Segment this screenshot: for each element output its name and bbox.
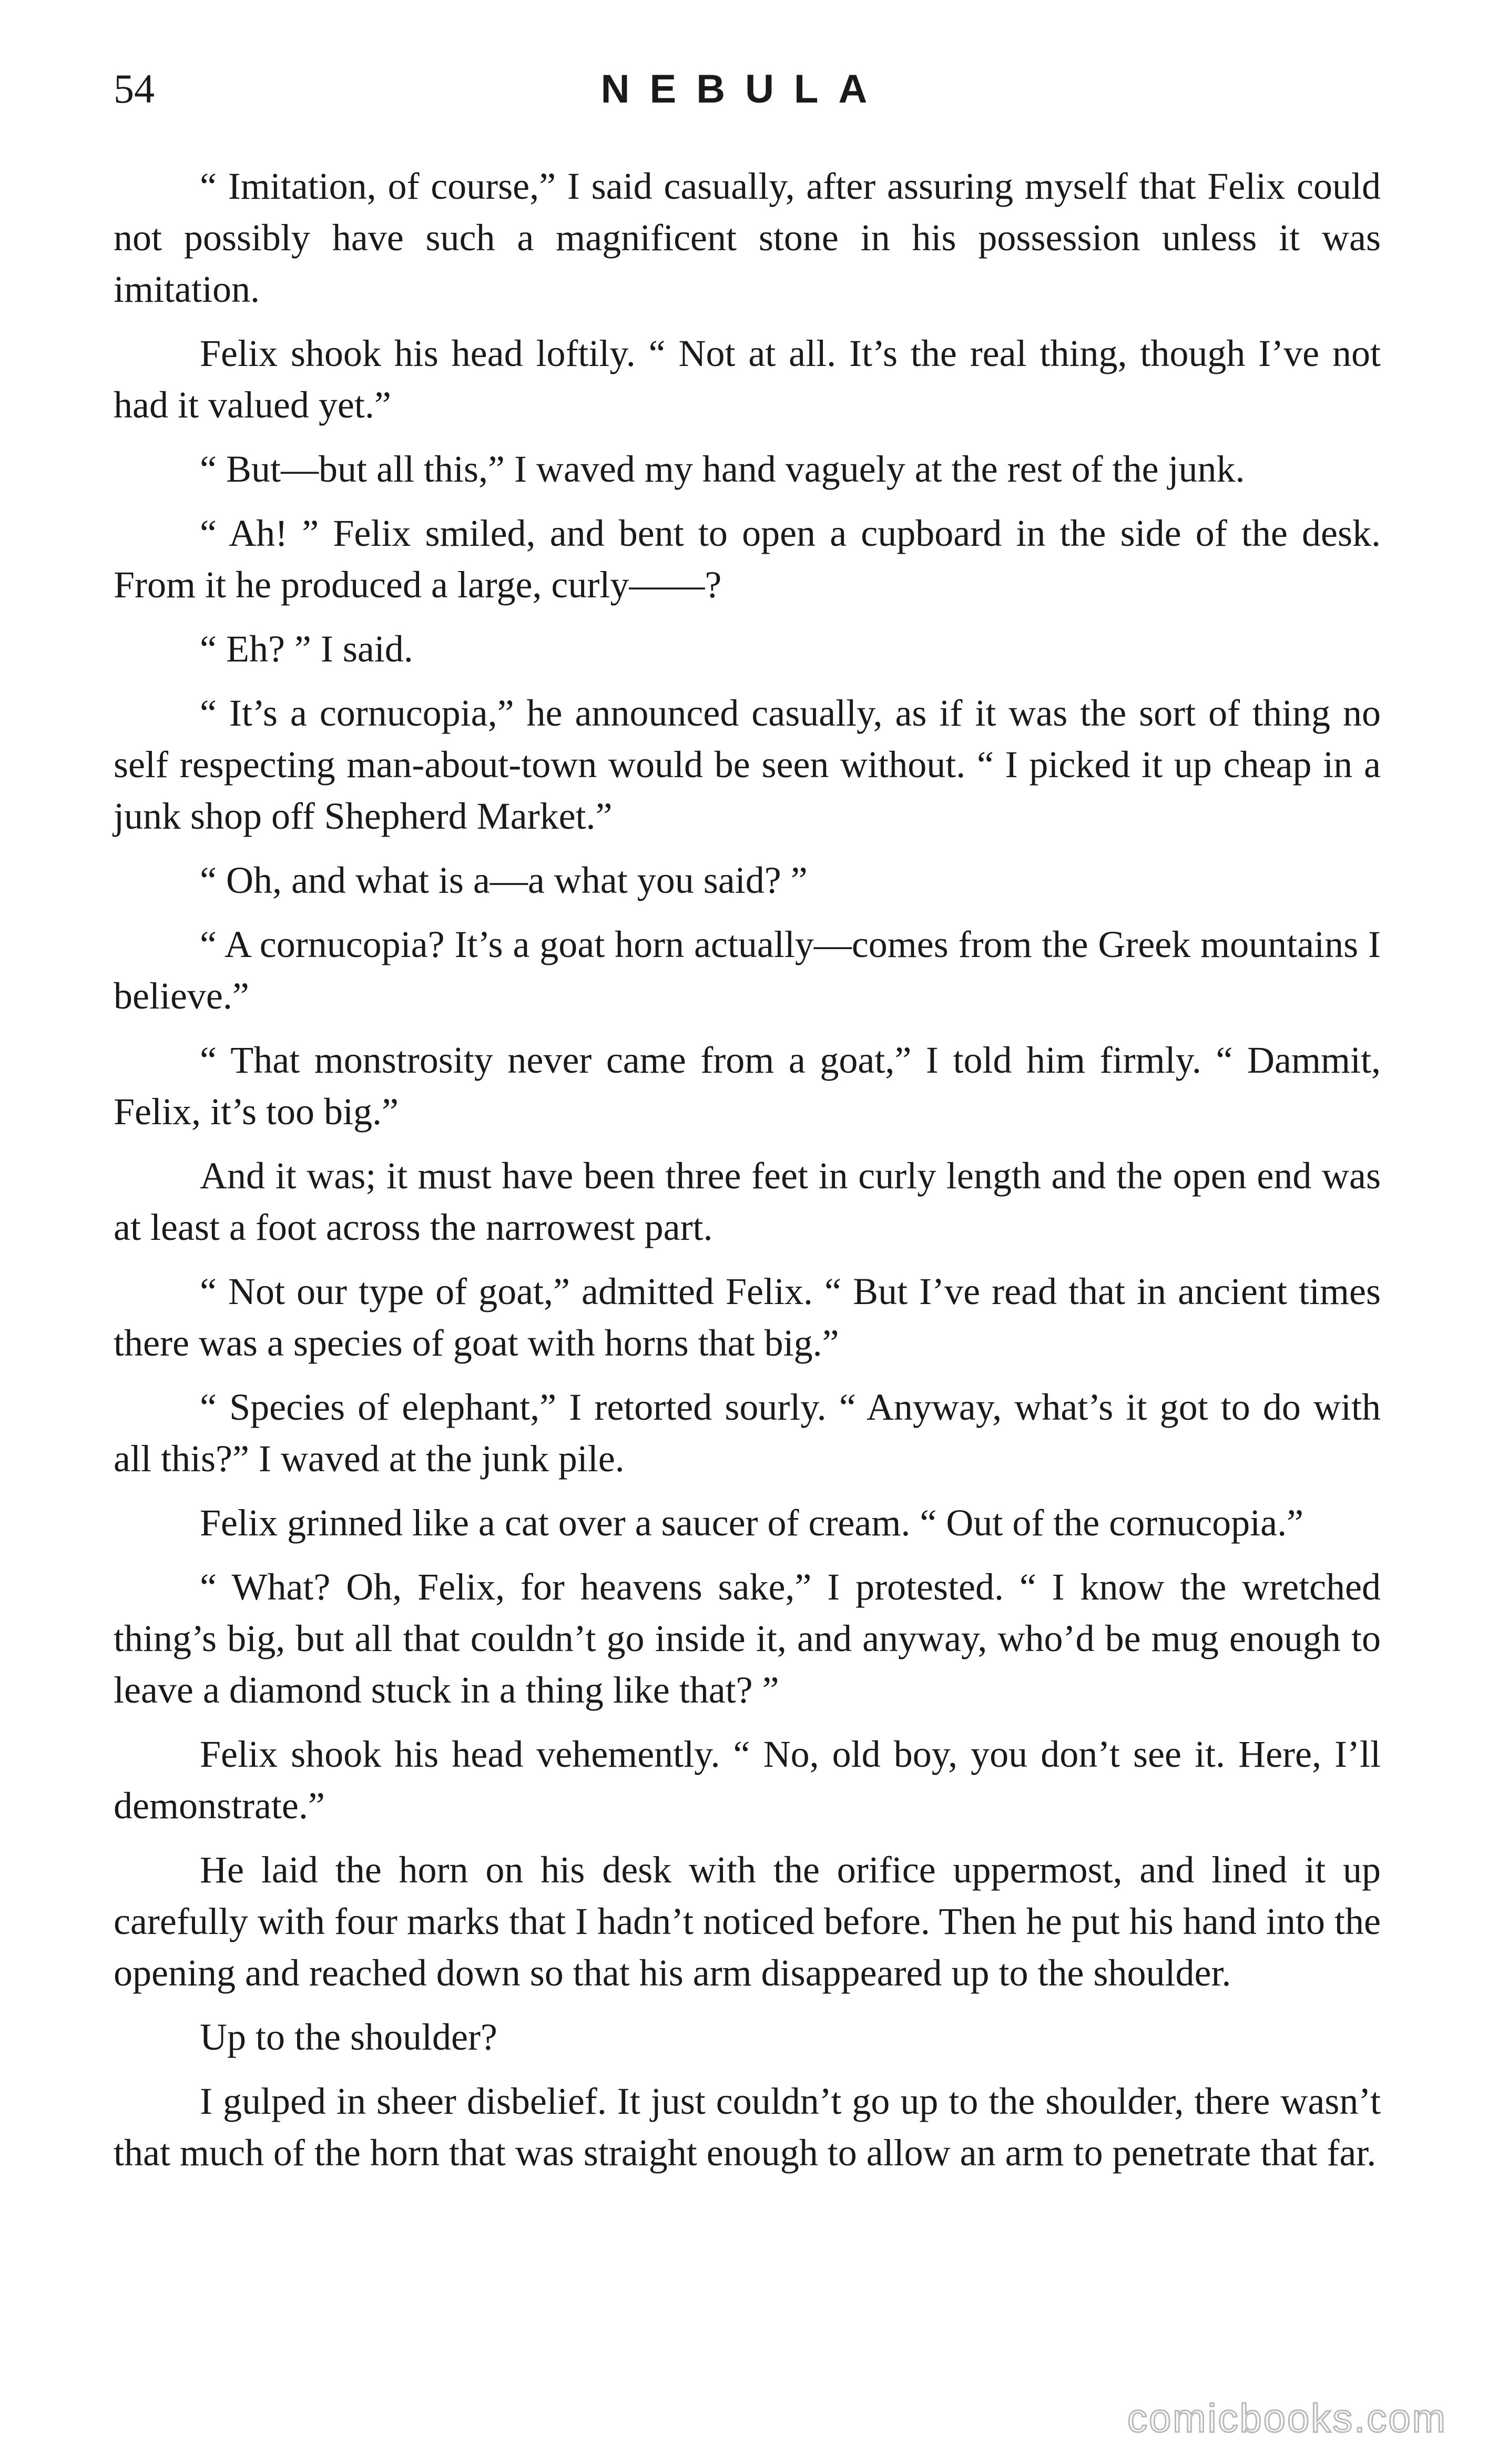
paragraph: “ Ah! ” Felix smiled, and bent to open a cupboard in the side of the desk. From it he produced a large, curly——? <box>114 512 1381 606</box>
running-title: NEBULA <box>600 67 888 111</box>
paragraph: “ Eh? ” I said. <box>200 628 413 670</box>
paragraph: “ Imitation, of course,” I said casually, after assuring myself that Felix could not possibly have such a magnificent stone in his possession unless it was imitation. <box>114 165 1381 310</box>
paragraph: “ Oh, and what is a—a what you said? ” <box>200 859 808 901</box>
paragraph: “ That monstrosity never came from a goat,” I told him firmly. “ Dammit, Felix, it’s too big.” <box>114 1039 1381 1133</box>
paragraph: Felix shook his head vehemently. “ No, old boy, you don’t see it. Here, I’ll demonstrate.” <box>114 1733 1381 1827</box>
paragraph: Felix grinned like a cat over a saucer of cream. “ Out of the cornucopia.” <box>200 1502 1304 1544</box>
paragraph: “ What? Oh, Felix, for heavens sake,” I protested. “ I know the wretched thing’s big, but all that couldn’t go inside it, and anyway, who’d be mug enough to leave a diamond stuck in a thing like that? ” <box>114 1566 1381 1711</box>
paragraph: He laid the horn on his desk with the orifice uppermost, and lined it up carefully with four marks that I hadn’t noticed before. Then he put his hand into the opening and reached down so that his arm disappeared up to the shoulder. <box>114 1849 1381 1994</box>
paragraph: “ A cornucopia? It’s a goat horn actually—comes from the Greek mountains I believe.” <box>114 923 1381 1017</box>
story-body <box>114 160 1381 2191</box>
paragraph: “ But—but all this,” I waved my hand vaguely at the rest of the junk. <box>200 448 1245 490</box>
paragraph: Up to the shoulder? <box>200 2016 497 2058</box>
paragraph: Felix shook his head loftily. “ Not at all. It’s the real thing, though I’ve not had it valued yet.” <box>114 332 1381 426</box>
paragraph: “ It’s a cornucopia,” he announced casually, as if it was the sort of thing no self respecting man-about-town would be seen without. “ I picked it up cheap in a junk shop off Shepherd Market.” <box>114 692 1381 837</box>
watermark: comicbooks.com <box>1127 2396 1447 2441</box>
paragraph: And it was; it must have been three feet in curly length and the open end was at least a foot across the narrowest part. <box>114 1155 1381 1248</box>
page-number: 54 <box>114 66 155 111</box>
paragraph: “ Not our type of goat,” admitted Felix. “ But I’ve read that in ancient times there was a species of goat with horns that big.” <box>114 1270 1381 1364</box>
paragraph: I gulped in sheer disbelief. It just couldn’t go up to the shoulder, there wasn’t that much of the horn that was straight enough to allow an arm to penetrate that far. <box>114 2080 1381 2174</box>
paragraph: “ Species of elephant,” I retorted sourly. “ Anyway, what’s it got to do with all this?” I waved at the junk pile. <box>114 1386 1381 1480</box>
